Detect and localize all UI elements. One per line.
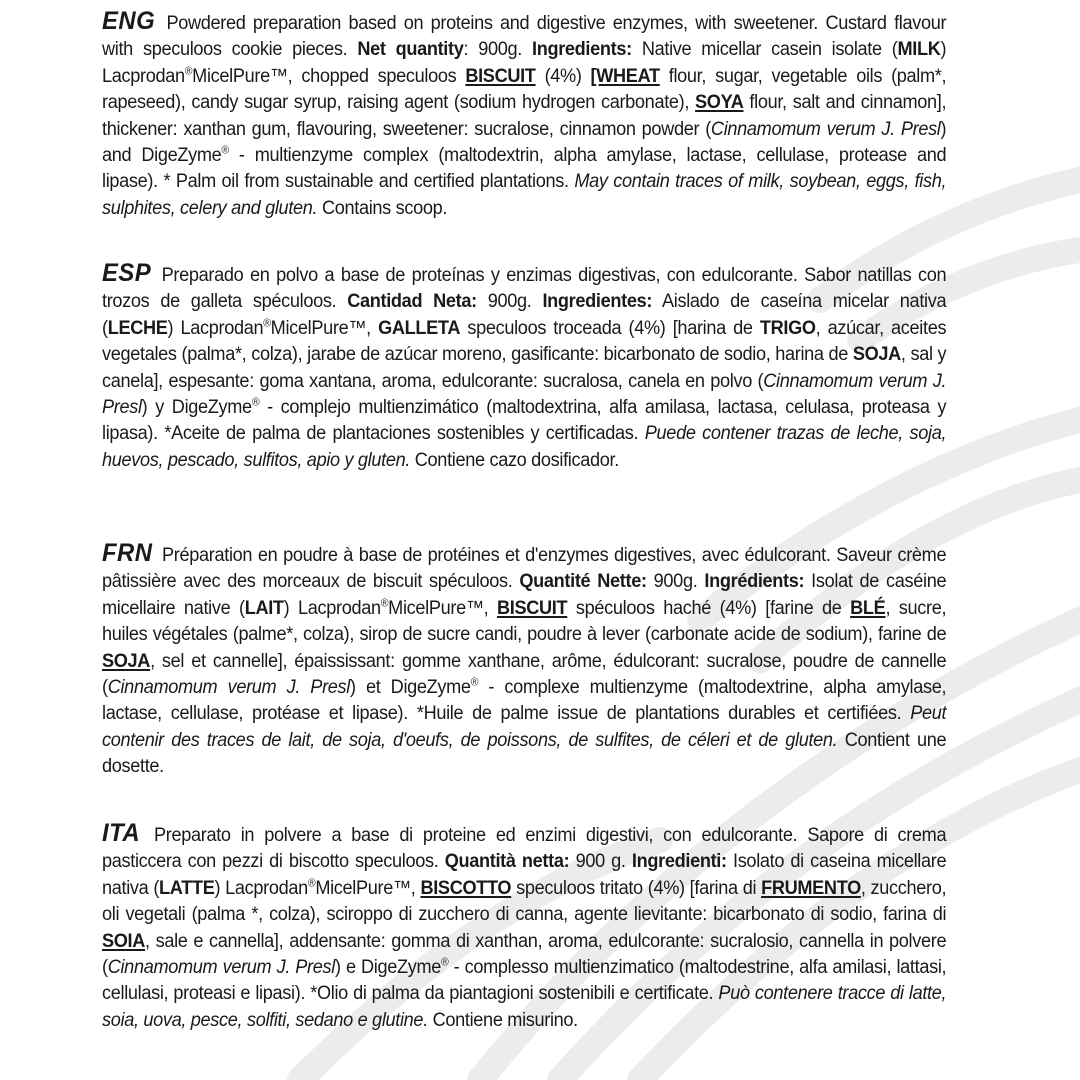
latin-name: Cinnamomum verum J. Presl [102, 370, 947, 419]
language-code: FRN [102, 539, 153, 567]
allergen-wheat: [WHEAT [590, 65, 660, 87]
allergen-soya: SOYA [695, 92, 744, 114]
ingredients-block-spanish: ESP Preparado en polvo a base de proteínas y enzimas digestivas, con edulcorante. Sabor natillas con trozos de galleta spéculoos. Cantidad Neta: 900g. Ingredientes: Aislado de caseína micelar nativa (LECHE) Lacprodan®MicelPure™, GALLETA speculoos troceada (4%) [harina de TRIGO, azúcar, aceites vegetales (palma*, colza), jarabe de azúcar moreno, gasificante: bicarbonato de sodio, harina de SOJA, sal y canela], espesante: goma xantana, aroma, edulcorante: sucralosa, canela en polvo (Cinnamomum verum J. Presl) y DigeZyme® - complejo multienzimático (maltodextrina, alfa amilasa, lactasa, celulasa, proteasa y lipasa). *Aceite de palma de plantaciones sostenibles y certificadas. Puede contener trazas de leche, soja, huevos, pescado, sulfitos, apio y gluten. Contiene cazo dosificador. [102, 259, 947, 471]
allergen-leche: LECHE [107, 317, 168, 339]
language-code: ENG [102, 7, 156, 35]
latin-name: Cinnamomum verum J. Presl [107, 957, 335, 979]
allergen-trigo: TRIGO [759, 317, 816, 339]
language-code: ITA [102, 819, 141, 847]
allergen-soja: SOJA [852, 344, 901, 366]
ingredients-label: Ingredienti: [631, 851, 727, 873]
ingredients-label: Ingredients: [531, 39, 632, 61]
allergen-biscuit: BISCUIT [497, 597, 568, 619]
may-contain-note: May contain traces of milk, soybean, eggs, fish, sulphites, celery and gluten. [102, 171, 947, 219]
may-contain-note: Puede contener trazas de leche, soja, huevos, pescado, sulfitos, apio y gluten. [102, 423, 947, 471]
ingredients-block-english: ENG Powdered preparation based on proteins and digestive enzymes, with sweetener. Custard flavour with speculoos cookie pieces. Net quantity: 900g. Ingredients: Native micellar casein isolate (MILK) Lacprodan®MicelPure™, chopped speculoos BISCUIT (4%) [WHEAT flour, sugar, vegetable oils (palm*, rapeseed), candy sugar syrup, raising agent (sodium hydrogen carbonate), SOYA flour, salt and cinnamon], thickener: xanthan gum, flavouring, sweetener: sucralose, cinnamon powder (Cinnamomum verum J. Presl) and DigeZyme® - multienzyme complex (maltodextrin, alpha amylase, lactase, cellulase, protease and lipase). * Palm oil from sustainable and certified plantations. May contain traces of milk, soybean, eggs, fish, sulphites, celery and gluten. Contains scoop. [102, 7, 947, 219]
allergen-latte: LATTE [159, 877, 215, 899]
allergen-galleta: GALLETA [378, 317, 461, 339]
allergen-soja: SOJA [102, 650, 151, 672]
allergen-lait: LAIT [244, 597, 284, 619]
ingredients-label: Ingrédients: [704, 571, 805, 593]
allergen-frumento: FRUMENTO [761, 877, 861, 899]
ingredients-label: Ingredientes: [542, 291, 653, 313]
allergen-soia: SOIA [102, 930, 146, 952]
net-quantity-label: Quantità netta: [444, 851, 570, 873]
may-contain-note: Può contenere tracce di latte, soia, uova, pesce, solfiti, sedano e glutine. [102, 983, 947, 1031]
may-contain-note: Peut contenir des traces de lait, de soja, d'oeufs, de poissons, de sulfites, de céleri et de gluten. [102, 703, 947, 751]
net-quantity-label: Quantité Nette: [519, 571, 647, 593]
allergen-ble: BLÉ [850, 597, 886, 619]
allergen-biscuit: BISCUIT [465, 65, 536, 87]
ingredients-block-italian: ITA Preparato in polvere a base di proteine ed enzimi digestivi, con edulcorante. Sapore di crema pasticcera con pezzi di biscotto speculoos. Quantità netta: 900 g. Ingredienti: Isolato di caseina micellare nativa (LATTE) Lacprodan®MicelPure™, BISCOTTO speculoos tritato (4%) [farina di FRUMENTO, zucchero, oli vegetali (palma *, colza), sciroppo di zucchero di canna, agente lievitante: bicarbonato di sodio, farina di SOIA, sale e cannella], addensante: gomma di xanthan, aroma, edulcorante: sucralosio, cannella in polvere (Cinnamomum verum J. Presl) e DigeZyme® - complesso multienzimatico (maltodestrine, alfa amilasi, lattasi, cellulasi, proteasi e lipasi). *Olio di palma da piantagioni sostenibili e certificate. Può contenere tracce di latte, soia, uova, pesce, solfiti, sedano e glutine. Contiene misurino. [102, 819, 947, 1031]
net-quantity-label: Net quantity [357, 39, 464, 61]
allergen-milk: MILK [897, 39, 941, 61]
net-quantity-label: Cantidad Neta: [347, 291, 477, 313]
latin-name: Cinnamomum verum J. Presl [710, 118, 941, 140]
language-code: ESP [102, 259, 152, 287]
ingredients-block-french: FRN Préparation en poudre à base de protéines et d'enzymes digestives, avec édulcorant. Saveur crème pâtissière avec des morceaux de biscuit spéculoos. Quantité Nette: 900g. Ingrédients: Isolat de caséine micellaire native (LAIT) Lacprodan®MicelPure™, BISCUIT spéculoos haché (4%) [farine de BLÉ, sucre, huiles végétales (palme*, colza), sirop de sucre candi, poudre à lever (carbonate acide de sodium), farine de SOJA, sel et cannelle], épaississant: gomme xanthane, arôme, édulcorant: sucralose, poudre de cannelle (Cinnamomum verum J. Presl) et DigeZyme® - complexe multienzyme (maltodextrine, alpha amylase, lactase, cellulase, protéase et lipase). *Huile de palme issue de plantations durables et certifiées. Peut contenir des traces de lait, de soja, d'oeufs, de poissons, de sulfites, de céleri et de gluten. Contient une dosette. [102, 539, 947, 778]
allergen-biscotto: BISCOTTO [420, 877, 512, 899]
latin-name: Cinnamomum verum J. Presl [107, 677, 350, 699]
